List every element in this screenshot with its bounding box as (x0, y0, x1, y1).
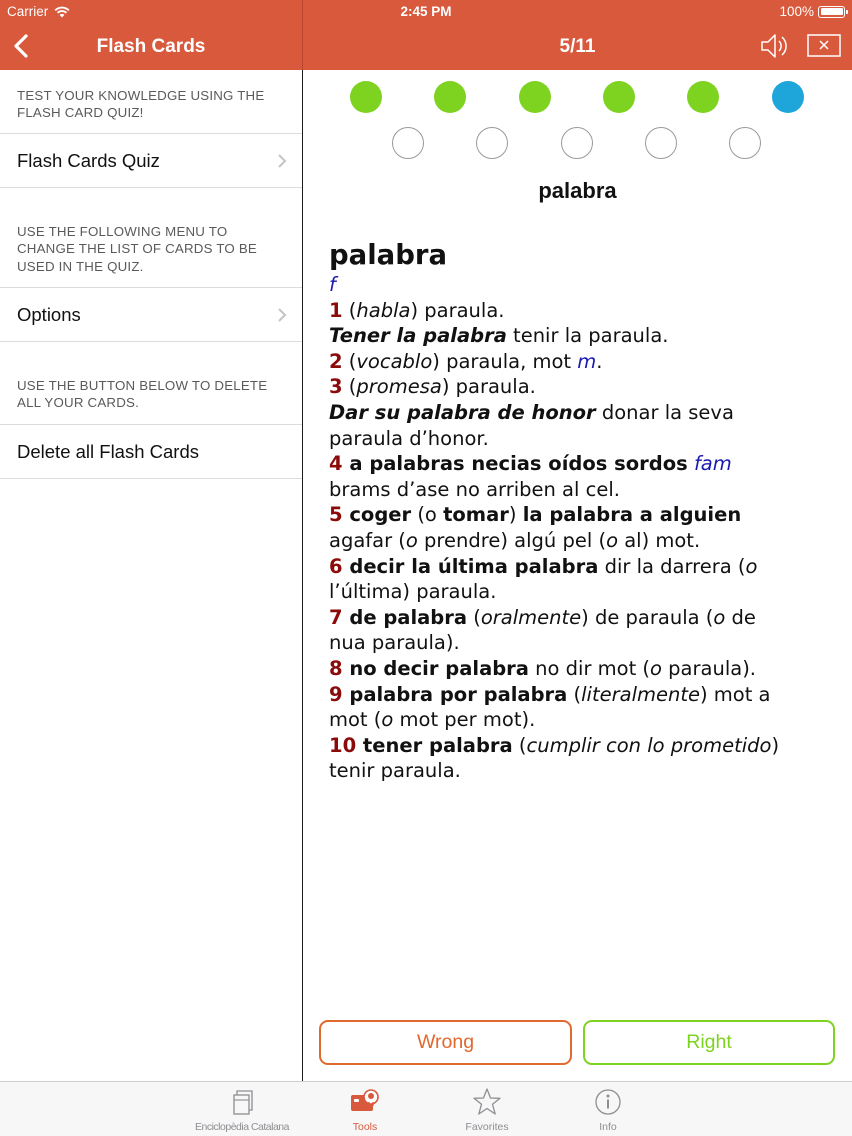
flash-cards-quiz-label: Flash Cards Quiz (17, 150, 160, 171)
battery-percent: 100% (779, 4, 814, 19)
delete-all-flash-cards-item[interactable] (0, 424, 302, 479)
speaker-icon (758, 30, 790, 62)
tab-favorites[interactable] (432, 1082, 542, 1136)
chevron-right-icon (277, 307, 287, 323)
entry-line: 7 de palabra (oralmente) de paraula (o de (329, 605, 756, 629)
close-quiz-button[interactable] (807, 34, 841, 57)
info-icon (593, 1087, 623, 1117)
tab-label: Enciclopèdia Catalana (195, 1121, 289, 1133)
tab-label: Favorites (465, 1121, 509, 1133)
entry-line: 3 (promesa) paraula. (329, 375, 536, 399)
chevron-right-icon (277, 153, 287, 169)
progress-dot (687, 81, 719, 113)
entry-line: agafar (o prendre) algú pel (o al) mot. (329, 528, 701, 552)
entry-line: nua paraula). (329, 631, 460, 655)
speaker-button[interactable] (758, 30, 790, 62)
status-time: 2:45 PM (400, 4, 452, 19)
flash-card (303, 70, 852, 1081)
entry-line: 6 decir la última palabra dir la darrera (o (329, 554, 758, 578)
progress-dot (772, 81, 804, 113)
tab-bar (0, 1081, 852, 1136)
card-word: palabra (538, 178, 617, 203)
entry-line: 5 coger (o tomar) la palabra a alguien (329, 503, 742, 527)
entry-line: 4 a palabras necias oídos sordos fam (329, 452, 732, 476)
options-label: Options (17, 304, 81, 325)
entry-gender: f (329, 273, 336, 296)
page-title: Flash Cards (96, 36, 206, 57)
progress-dot (561, 127, 593, 159)
entry-line: paraula d’honor. (329, 426, 489, 450)
progress-dot (645, 127, 677, 159)
tab-tools[interactable] (310, 1082, 420, 1136)
right-button[interactable]: Right (583, 1020, 835, 1065)
entry-line: 10 tener palabra (cumplir con lo prometido) (329, 733, 780, 757)
progress-dot (603, 81, 635, 113)
tab-label: Tools (352, 1121, 378, 1133)
delete-section-note: USE THE BUTTON BELOW TO DELETE ALL YOUR CARDS. (17, 378, 268, 411)
flash-cards-quiz-item[interactable] (0, 133, 302, 188)
carrier-label: Carrier (7, 4, 49, 19)
tools-menu-panel (0, 70, 302, 1081)
nav-divider (302, 0, 303, 70)
battery-icon (818, 6, 845, 18)
tab-label: Info (599, 1121, 617, 1133)
tab-info[interactable] (553, 1082, 663, 1136)
progress-dot (434, 81, 466, 113)
entry-line: tenir paraula. (329, 759, 461, 783)
progress-dot (519, 81, 551, 113)
entry-headword: palabra (329, 239, 448, 271)
dictionary-entry (329, 238, 829, 784)
tools-icon (350, 1087, 380, 1117)
navigation-bar (0, 0, 852, 70)
progress-dot (392, 127, 424, 159)
wrong-button[interactable]: Wrong (319, 1020, 572, 1065)
options-item[interactable] (0, 287, 302, 342)
progress-dot (350, 81, 382, 113)
entry-line: Tener la palabra tenir la paraula. (329, 324, 669, 348)
star-icon (472, 1087, 502, 1117)
close-icon (807, 34, 841, 57)
status-battery (779, 4, 845, 19)
entry-line: mot (o mot per mot). (329, 708, 536, 732)
entry-line: l’última) paraula. (329, 580, 497, 604)
progress-dot (476, 127, 508, 159)
book-icon (227, 1087, 257, 1117)
tab-enciclopedia-catalana[interactable] (187, 1082, 297, 1136)
entry-line: brams d’ase no arriben al cel. (329, 477, 620, 501)
entry-line: 9 palabra por palabra (literalmente) mot a (329, 682, 771, 706)
entry-line: 8 no decir palabra no dir mot (o paraula). (329, 656, 757, 680)
entry-line: 1 (habla) paraula. (329, 298, 505, 322)
quiz-progress: 5/11 (559, 36, 596, 57)
quiz-section-note: TEST YOUR KNOWLEDGE USING THE FLASH CARD QUIZ! (17, 88, 265, 121)
delete-all-flash-cards-label: Delete all Flash Cards (17, 441, 199, 462)
progress-dot (729, 127, 761, 159)
entry-line: 2 (vocablo) paraula, mot m. (329, 349, 603, 373)
entry-line: Dar su palabra de honor donar la seva (329, 400, 734, 424)
options-section-note: USE THE FOLLOWING MENU TO CHANGE THE LIST OF CARDS TO BE USED IN THE QUIZ. (17, 224, 257, 274)
